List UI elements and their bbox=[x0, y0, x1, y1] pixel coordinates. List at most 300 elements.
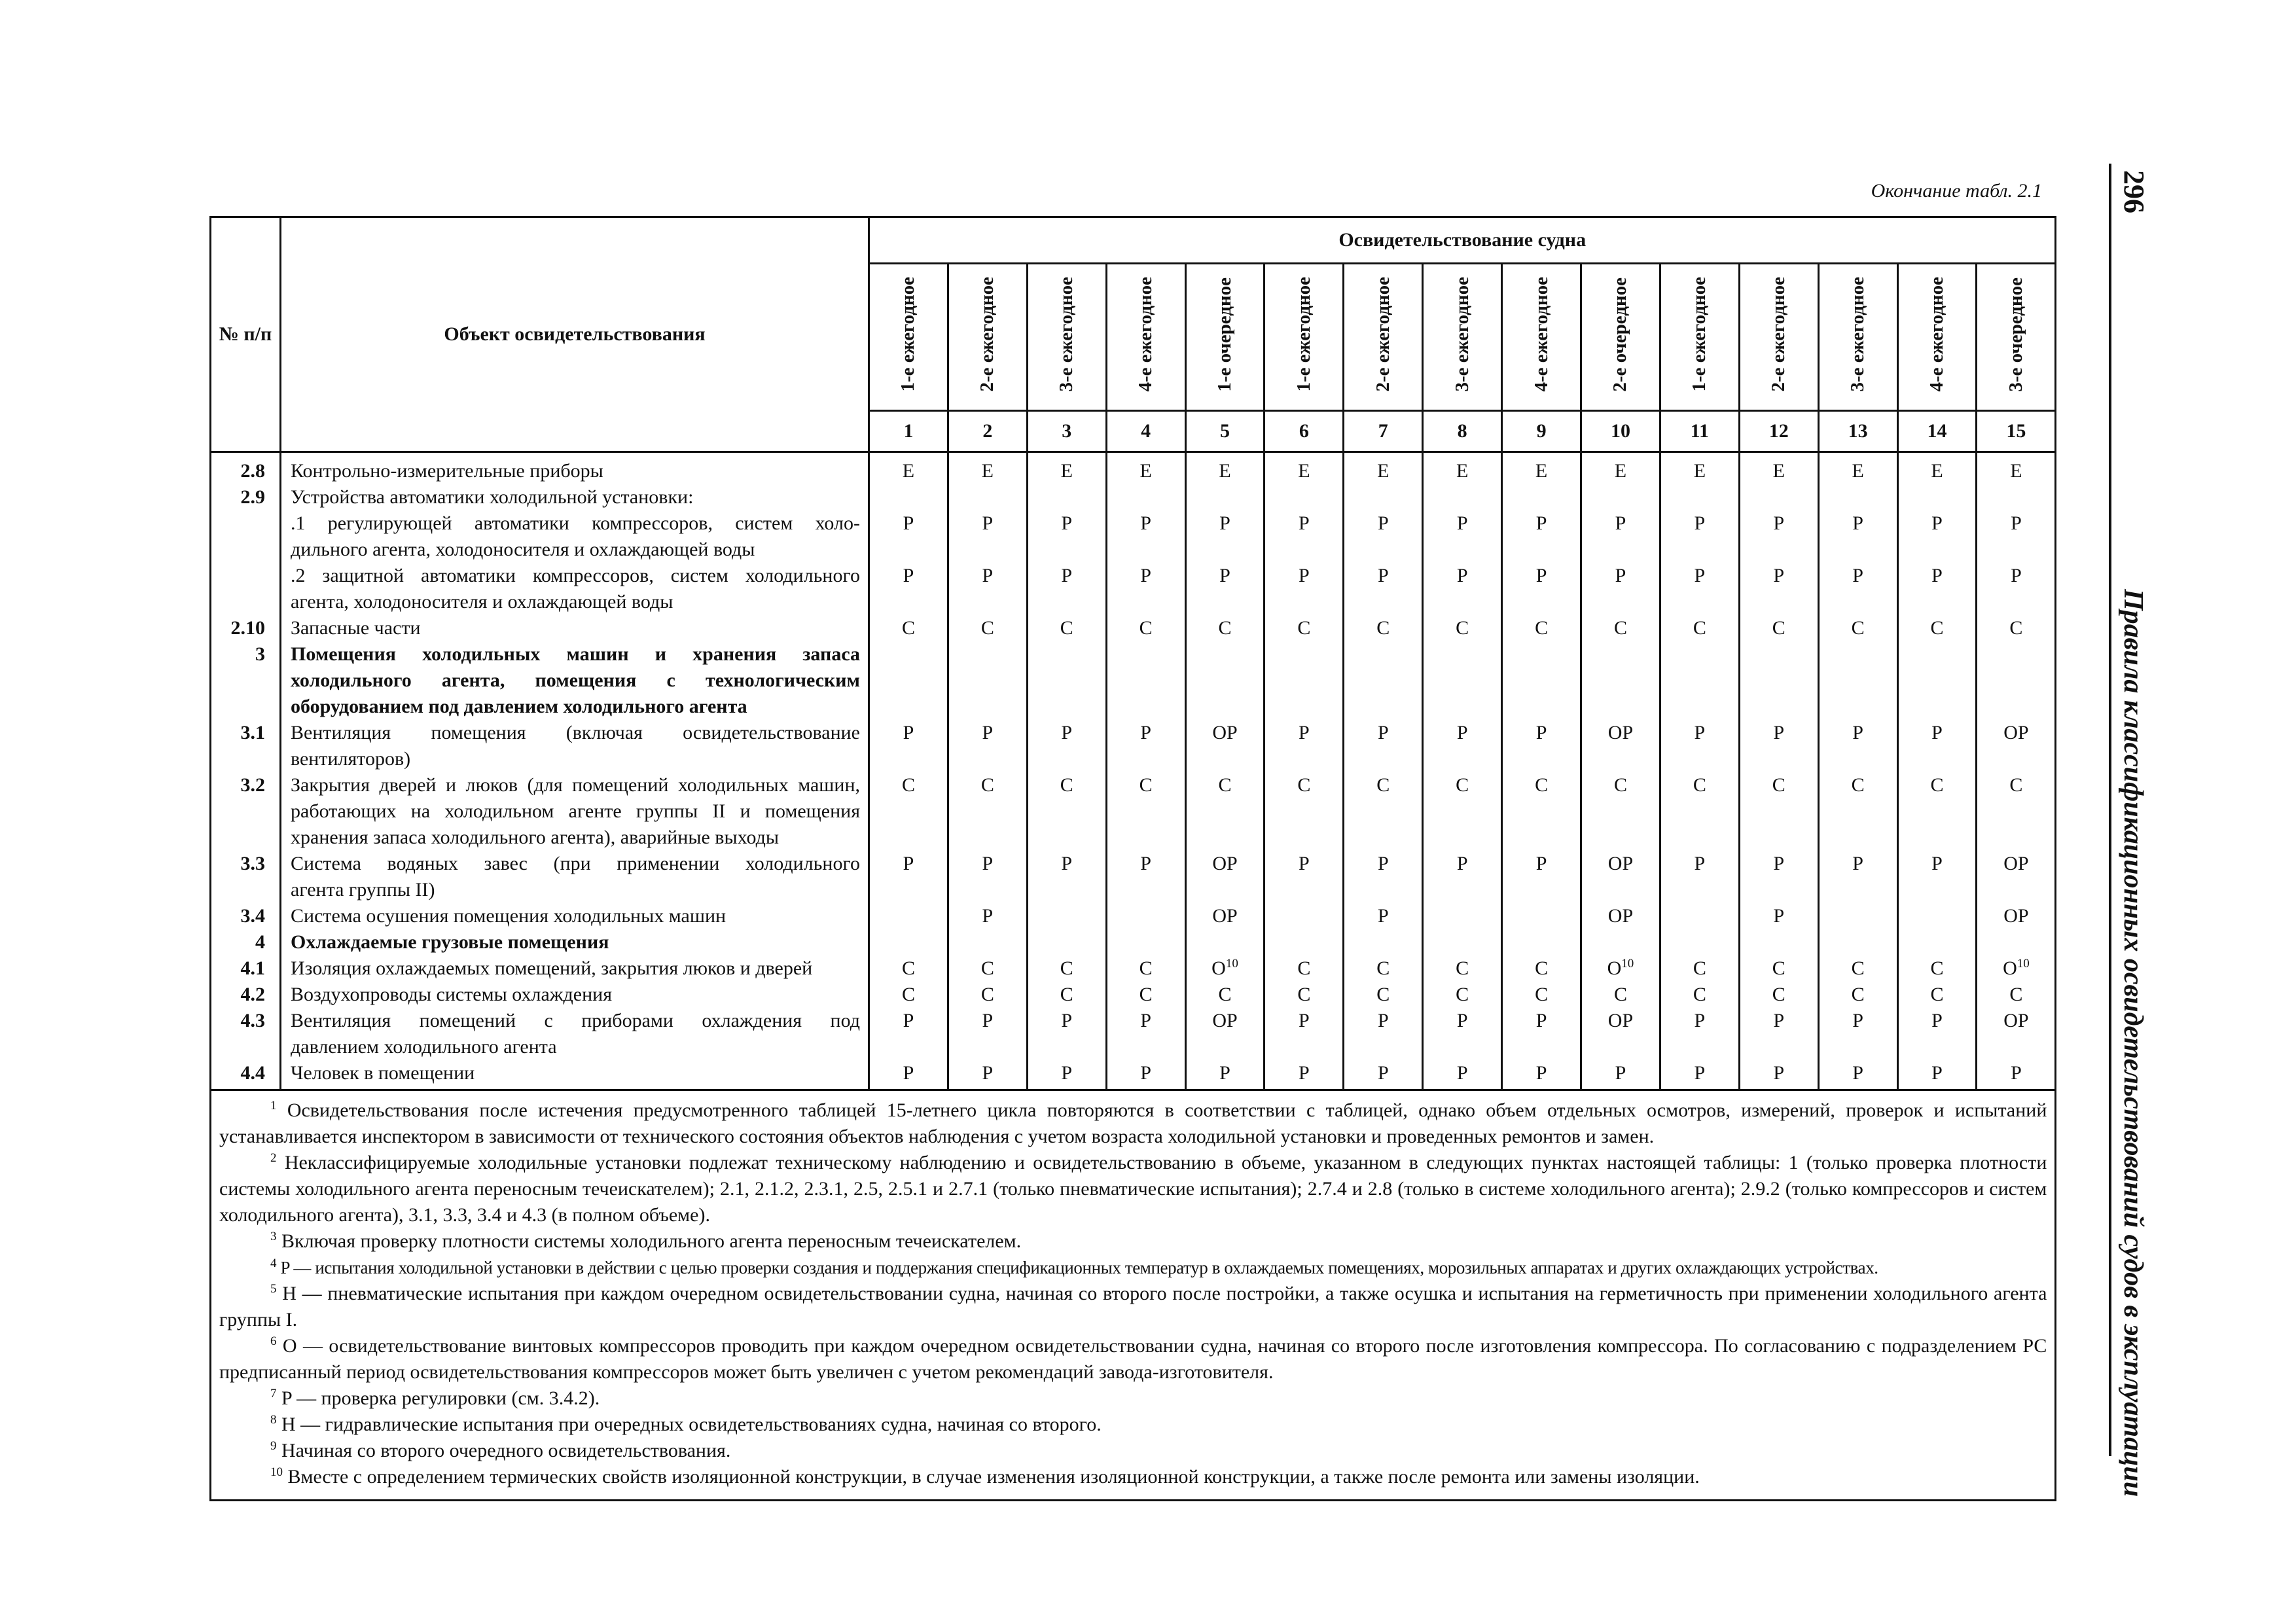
row-value: P bbox=[869, 510, 948, 563]
row-value: OP bbox=[1977, 1008, 2056, 1060]
row-value: C bbox=[1660, 982, 1739, 1008]
row-value: C bbox=[1977, 615, 2056, 641]
row-value: P bbox=[1106, 563, 1185, 615]
row-value: E bbox=[1265, 452, 1344, 485]
row-number: 4.4 bbox=[211, 1060, 281, 1090]
running-title: Правила классификационных освидетельствований судов в эксплуатации bbox=[2118, 589, 2148, 1497]
row-value: C bbox=[1344, 615, 1423, 641]
footnote bbox=[219, 1464, 2047, 1490]
row-value: OP bbox=[1185, 903, 1265, 929]
row-value: OP bbox=[1977, 851, 2056, 903]
survey-type-label: 2-е очередное bbox=[1609, 277, 1631, 392]
row-value: P bbox=[948, 1060, 1027, 1090]
header-survey-type bbox=[1660, 264, 1739, 411]
header-column-number: 13 bbox=[1818, 411, 1897, 452]
row-value: C bbox=[1423, 955, 1502, 982]
row-value: P bbox=[1660, 1008, 1739, 1060]
row-value bbox=[1660, 484, 1739, 510]
row-value bbox=[1897, 929, 1977, 955]
row-value: C bbox=[1185, 772, 1265, 851]
survey-type-label: 2-е ежегодное bbox=[1768, 277, 1789, 392]
row-value: E bbox=[1977, 452, 2056, 485]
row-value: P bbox=[1818, 510, 1897, 563]
row-value: C bbox=[1818, 982, 1897, 1008]
header-column-number: 2 bbox=[948, 411, 1027, 452]
row-value: C bbox=[1502, 615, 1581, 641]
row-value: P bbox=[1027, 1008, 1106, 1060]
row-object-line: Закрытия дверей и люков (для помещений холодильных машин, bbox=[291, 774, 860, 796]
row-value bbox=[1502, 903, 1581, 929]
row-value: P bbox=[1423, 1008, 1502, 1060]
row-number bbox=[211, 563, 281, 615]
row-number: 4.1 bbox=[211, 955, 281, 982]
row-value: P bbox=[1739, 851, 1818, 903]
row-value bbox=[1502, 929, 1581, 955]
row-value: C bbox=[1581, 615, 1660, 641]
row-value: P bbox=[1106, 1060, 1185, 1090]
row-value bbox=[869, 929, 948, 955]
row-value: P bbox=[1027, 563, 1106, 615]
row-value: P bbox=[1660, 563, 1739, 615]
row-value: P bbox=[1265, 510, 1344, 563]
row-value bbox=[1027, 641, 1106, 720]
footnote-text: H — пневматические испытания при каждом очередном освидетельствовании судна, начиная со второго после постройки, а также осушка и испытания на герметичность при применении холодильного агента группы I. bbox=[219, 1283, 2047, 1330]
row-value: P bbox=[1739, 1060, 1818, 1090]
row-object-line: работающих на холодильном агенте группы II и помещения bbox=[291, 800, 860, 822]
header-no: № п/п bbox=[211, 217, 281, 452]
header-survey-group: Освидетельствование судна bbox=[869, 217, 2056, 264]
row-value: C bbox=[1660, 955, 1739, 982]
row-value: E bbox=[1502, 452, 1581, 485]
row-value: P bbox=[1502, 510, 1581, 563]
row-value: P bbox=[1185, 1060, 1265, 1090]
row-number: 3 bbox=[211, 641, 281, 720]
row-value: P bbox=[1423, 510, 1502, 563]
row-value: P bbox=[1027, 1060, 1106, 1090]
row-value bbox=[869, 903, 948, 929]
row-value: OP bbox=[1185, 851, 1265, 903]
footnote-mark: 10 bbox=[270, 1465, 283, 1479]
row-value bbox=[1185, 484, 1265, 510]
row-value bbox=[1660, 641, 1739, 720]
row-value: P bbox=[1977, 510, 2056, 563]
row-object bbox=[281, 982, 869, 1008]
row-number: 4 bbox=[211, 929, 281, 955]
row-value: P bbox=[1344, 510, 1423, 563]
row-object bbox=[281, 772, 869, 851]
header-column-number: 4 bbox=[1106, 411, 1185, 452]
row-value bbox=[1027, 929, 1106, 955]
row-value: OP bbox=[1581, 903, 1660, 929]
row-value: C bbox=[869, 772, 948, 851]
row-value: C bbox=[1344, 982, 1423, 1008]
footnote bbox=[219, 1150, 2047, 1228]
row-value: P bbox=[1344, 563, 1423, 615]
row-value: C bbox=[1106, 982, 1185, 1008]
row-object-line: Запасные части bbox=[291, 617, 421, 639]
row-value: C bbox=[1897, 982, 1977, 1008]
survey-type-label: 3-е очередное bbox=[2005, 277, 2026, 392]
row-value: C bbox=[1502, 982, 1581, 1008]
row-number: 2.10 bbox=[211, 615, 281, 641]
row-value: C bbox=[1660, 772, 1739, 851]
row-value: P bbox=[1185, 510, 1265, 563]
row-value: C bbox=[948, 772, 1027, 851]
header-column-number: 9 bbox=[1502, 411, 1581, 452]
footnote bbox=[219, 1228, 2047, 1255]
row-number: 3.4 bbox=[211, 903, 281, 929]
row-value: P bbox=[1027, 720, 1106, 772]
row-object-line: Система осушения помещения холодильных машин bbox=[291, 905, 726, 927]
row-value: P bbox=[1344, 903, 1423, 929]
row-value: C bbox=[1265, 982, 1344, 1008]
table-row bbox=[211, 1008, 2056, 1060]
row-value: C bbox=[1265, 772, 1344, 851]
footnote-text: Неклассифицируемые холодильные установки подлежат техническому наблюдению и освидетельствованию в объеме, указанном в следующих пунктах настоящей таблицы: 1 (только проверка плотности системы холодильного агента переносным течеискателем); 2.1, 2.1.2, 2.3.1, 2.5, 2.5.1 и 2.7.1 (только пневматические испытания); 2.7.4 и 2.8 (только в системе холодильного агента); 2.9.2 (только компрессоров и систем холодильного агента), 3.1, 3.3, 3.4 и 4.3 (в полном объеме). bbox=[219, 1152, 2047, 1226]
row-value: P bbox=[869, 851, 948, 903]
header-object: Объект освидетельствования bbox=[281, 217, 869, 452]
row-value bbox=[1027, 484, 1106, 510]
footnote bbox=[219, 1412, 2047, 1438]
row-object bbox=[281, 641, 869, 720]
row-value bbox=[1185, 641, 1265, 720]
row-value: C bbox=[1423, 615, 1502, 641]
row-value: C bbox=[1106, 615, 1185, 641]
row-object bbox=[281, 720, 869, 772]
row-value: C bbox=[1502, 955, 1581, 982]
row-value: C bbox=[948, 955, 1027, 982]
header-column-number: 15 bbox=[1977, 411, 2056, 452]
row-object-line: .2 защитной автоматики компрессоров, систем холодильного bbox=[291, 565, 860, 586]
row-value bbox=[1581, 929, 1660, 955]
header-column-number: 7 bbox=[1344, 411, 1423, 452]
row-value: P bbox=[1265, 851, 1344, 903]
footnote-mark: 3 bbox=[270, 1230, 277, 1243]
row-value: C bbox=[1897, 955, 1977, 982]
row-value: E bbox=[1027, 452, 1106, 485]
footnote-mark: 7 bbox=[270, 1387, 277, 1400]
row-value: P bbox=[1344, 851, 1423, 903]
row-number: 4.2 bbox=[211, 982, 281, 1008]
header-column-number: 6 bbox=[1265, 411, 1344, 452]
row-value: P bbox=[1818, 720, 1897, 772]
row-object-line: давлением холодильного агента bbox=[291, 1036, 557, 1058]
row-object-line: холодильного агента, помещения с технологическим bbox=[291, 669, 860, 691]
row-value: E bbox=[1185, 452, 1265, 485]
row-value: P bbox=[1897, 720, 1977, 772]
row-object bbox=[281, 955, 869, 982]
row-object-line: Охлаждаемые грузовые помещения bbox=[291, 931, 609, 953]
row-value bbox=[869, 484, 948, 510]
row-value: C bbox=[1265, 615, 1344, 641]
header-survey-type bbox=[1502, 264, 1581, 411]
table-row bbox=[211, 772, 2056, 851]
row-value: C bbox=[1660, 615, 1739, 641]
row-object-line: Контрольно-измерительные приборы bbox=[291, 460, 603, 482]
survey-table bbox=[209, 216, 2056, 1501]
table-row bbox=[211, 510, 2056, 563]
row-value: E bbox=[1344, 452, 1423, 485]
table-body bbox=[211, 452, 2056, 1090]
row-value: P bbox=[1897, 510, 1977, 563]
table-row bbox=[211, 720, 2056, 772]
row-value: P bbox=[1818, 1060, 1897, 1090]
row-value: P bbox=[1344, 1008, 1423, 1060]
row-value bbox=[1344, 641, 1423, 720]
survey-type-label: 2-е ежегодное bbox=[977, 277, 998, 392]
row-object-line: хранения запаса холодильного агента), аварийные выходы bbox=[291, 827, 780, 848]
row-value bbox=[1818, 484, 1897, 510]
row-value: P bbox=[1265, 1060, 1344, 1090]
header-survey-type bbox=[1106, 264, 1185, 411]
row-value: C bbox=[1106, 955, 1185, 982]
row-value: E bbox=[1423, 452, 1502, 485]
row-value bbox=[1265, 484, 1344, 510]
row-value: E bbox=[1660, 452, 1739, 485]
header-survey-type bbox=[948, 264, 1027, 411]
footnote-mark: 8 bbox=[270, 1413, 277, 1427]
row-object-line: агента, холодоносителя и охлаждающей воды bbox=[291, 591, 673, 613]
row-value: C bbox=[869, 955, 948, 982]
row-value: C bbox=[1344, 955, 1423, 982]
row-value: P bbox=[1897, 563, 1977, 615]
row-value: P bbox=[1027, 510, 1106, 563]
footnote bbox=[219, 1281, 2047, 1333]
row-value: P bbox=[1660, 510, 1739, 563]
row-object-line: Вентиляция помещения (включая освидетельствование вентиляторов) bbox=[291, 722, 860, 770]
row-object-line: Помещения холодильных машин и хранения запаса bbox=[291, 643, 860, 665]
survey-type-label: 1-е ежегодное bbox=[1689, 277, 1710, 392]
row-value: C bbox=[1027, 615, 1106, 641]
row-value bbox=[1423, 929, 1502, 955]
row-object-line: Устройства автоматики холодильной установки: bbox=[291, 486, 694, 508]
row-object-line: Система водяных завес (при применении холодильного bbox=[291, 853, 860, 874]
row-value: C bbox=[1977, 982, 2056, 1008]
survey-type-label: 2-е ежегодное bbox=[1372, 277, 1393, 392]
row-value bbox=[1660, 903, 1739, 929]
row-value bbox=[1344, 929, 1423, 955]
row-value: P bbox=[1106, 720, 1185, 772]
survey-type-label: 1-е очередное bbox=[1214, 277, 1235, 392]
row-value: P bbox=[1106, 851, 1185, 903]
row-value: P bbox=[1581, 1060, 1660, 1090]
row-value: C bbox=[1423, 982, 1502, 1008]
header-column-number: 8 bbox=[1423, 411, 1502, 452]
row-value bbox=[1423, 641, 1502, 720]
row-value: P bbox=[1660, 851, 1739, 903]
row-number: 4.3 bbox=[211, 1008, 281, 1060]
row-value bbox=[1502, 641, 1581, 720]
row-object bbox=[281, 903, 869, 929]
row-value bbox=[1106, 903, 1185, 929]
row-value bbox=[1977, 641, 2056, 720]
row-value bbox=[1185, 929, 1265, 955]
row-value: P bbox=[948, 563, 1027, 615]
row-value: C bbox=[869, 615, 948, 641]
row-value: OP bbox=[1977, 903, 2056, 929]
row-value: C bbox=[1185, 982, 1265, 1008]
footnote-text: Вместе с определением термических свойств изоляционной конструкции, в случае изменения изоляционной конструкции, а также после ремонта или замены изоляции. bbox=[287, 1466, 1700, 1488]
row-value: C bbox=[1977, 772, 2056, 851]
row-value: P bbox=[1265, 1008, 1344, 1060]
row-object bbox=[281, 1008, 869, 1060]
header-column-number: 12 bbox=[1739, 411, 1818, 452]
row-value: P bbox=[1423, 563, 1502, 615]
row-value bbox=[1977, 929, 2056, 955]
row-value: C bbox=[1027, 982, 1106, 1008]
row-value: P bbox=[948, 903, 1027, 929]
row-number: 3.1 bbox=[211, 720, 281, 772]
survey-type-label: 4-е ежегодное bbox=[1926, 277, 1948, 392]
header-column-number: 11 bbox=[1660, 411, 1739, 452]
row-value bbox=[1897, 484, 1977, 510]
row-value bbox=[1344, 484, 1423, 510]
row-value bbox=[1581, 641, 1660, 720]
row-value: P bbox=[1502, 563, 1581, 615]
row-value: P bbox=[1581, 510, 1660, 563]
row-value: C bbox=[1739, 955, 1818, 982]
row-value: C bbox=[1818, 772, 1897, 851]
row-number: 2.8 bbox=[211, 452, 281, 485]
row-value: P bbox=[1502, 1060, 1581, 1090]
row-value: C bbox=[1423, 772, 1502, 851]
header-column-number: 3 bbox=[1027, 411, 1106, 452]
header-survey-type bbox=[1027, 264, 1106, 411]
footnote-text: Освидетельствования после истечения предусмотренного таблицей 15-летнего цикла повторяются в соответствии с таблицей, однако объем отдельных осмотров, измерений, проверок и испытаний устанавливается инспектором в зависимости от технического состояния объектов наблюдения с учетом возраста холодильной установки и проведенных ремонтов и замен. bbox=[219, 1099, 2047, 1147]
header-survey-type bbox=[1423, 264, 1502, 411]
footnote-mark: 4 bbox=[270, 1257, 277, 1270]
footnote-text: O — освидетельствование винтовых компрессоров проводить при каждом очередном освидетельствовании судна, начиная со второго после изготовления компрессора. По согласованию с подразделением РС предписанный период освидетельствования компрессоров может быть увеличен с учетом рекомендаций завода-изготовителя. bbox=[219, 1335, 2047, 1383]
footnote bbox=[219, 1097, 2047, 1150]
row-value: E bbox=[1818, 452, 1897, 485]
row-value: P bbox=[948, 720, 1027, 772]
footnote-text: P — испытания холодильной установки в действии с целью проверки создания и поддержания спецификационных температур в охлаждаемых помещениях, морозильных аппаратах и других охлаждающих устройствах. bbox=[280, 1258, 1878, 1277]
row-value: P bbox=[1344, 1060, 1423, 1090]
row-value bbox=[1739, 929, 1818, 955]
row-value: P bbox=[1502, 1008, 1581, 1060]
row-value bbox=[1265, 641, 1344, 720]
row-value: P bbox=[948, 851, 1027, 903]
row-value bbox=[1739, 641, 1818, 720]
header-survey-type bbox=[1265, 264, 1344, 411]
survey-type-label: 3-е ежегодное bbox=[1056, 277, 1077, 392]
row-value: P bbox=[1502, 720, 1581, 772]
row-object-line: Человек в помещении bbox=[291, 1062, 475, 1084]
row-value: C bbox=[1106, 772, 1185, 851]
table-row bbox=[211, 452, 2056, 485]
row-value: C bbox=[1027, 772, 1106, 851]
row-value: E bbox=[869, 452, 948, 485]
row-value: C bbox=[1581, 982, 1660, 1008]
row-number: 2.9 bbox=[211, 484, 281, 510]
header-survey-type bbox=[869, 264, 948, 411]
row-value: C bbox=[1344, 772, 1423, 851]
row-value: C bbox=[1897, 615, 1977, 641]
row-value: $O^{10}$ bbox=[1977, 955, 2056, 982]
row-value: P bbox=[948, 1008, 1027, 1060]
row-value bbox=[1423, 484, 1502, 510]
row-number: 3.2 bbox=[211, 772, 281, 851]
row-value: C bbox=[948, 982, 1027, 1008]
row-value bbox=[1265, 903, 1344, 929]
row-value bbox=[1502, 484, 1581, 510]
footnote-mark: 9 bbox=[270, 1439, 277, 1453]
row-object bbox=[281, 484, 869, 510]
row-value bbox=[948, 929, 1027, 955]
row-value: P bbox=[1977, 1060, 2056, 1090]
row-value bbox=[1818, 903, 1897, 929]
table-row bbox=[211, 484, 2056, 510]
row-value: P bbox=[1106, 510, 1185, 563]
table-continuation-caption: Окончание табл. 2.1 bbox=[1871, 180, 2042, 202]
footnote bbox=[219, 1333, 2047, 1385]
row-value: C bbox=[1027, 955, 1106, 982]
row-value: E bbox=[1106, 452, 1185, 485]
row-value: P bbox=[1897, 851, 1977, 903]
row-value: $O^{10}$ bbox=[1185, 955, 1265, 982]
row-value: OP bbox=[1581, 720, 1660, 772]
row-value: E bbox=[1581, 452, 1660, 485]
header-survey-type bbox=[1739, 264, 1818, 411]
row-value: P bbox=[1818, 1008, 1897, 1060]
row-value: P bbox=[1502, 851, 1581, 903]
row-value bbox=[1818, 641, 1897, 720]
row-value: OP bbox=[1581, 1008, 1660, 1060]
table-row bbox=[211, 955, 2056, 982]
header-column-number: 10 bbox=[1581, 411, 1660, 452]
row-value: OP bbox=[1185, 720, 1265, 772]
footnote-mark: 2 bbox=[270, 1151, 277, 1165]
row-object bbox=[281, 563, 869, 615]
row-object-line: Изоляция охлаждаемых помещений, закрытия люков и дверей bbox=[291, 957, 813, 979]
row-value: E bbox=[948, 452, 1027, 485]
row-value: P bbox=[1897, 1060, 1977, 1090]
row-object-line: Воздухопроводы системы охлаждения bbox=[291, 984, 613, 1005]
row-value bbox=[948, 641, 1027, 720]
table-row bbox=[211, 982, 2056, 1008]
row-value: C bbox=[1739, 772, 1818, 851]
footnote bbox=[219, 1438, 2047, 1464]
row-value: P bbox=[1344, 720, 1423, 772]
row-object bbox=[281, 452, 869, 485]
row-value: P bbox=[1739, 903, 1818, 929]
row-value: C bbox=[869, 982, 948, 1008]
row-value: P bbox=[1739, 1008, 1818, 1060]
row-object bbox=[281, 615, 869, 641]
row-value: P bbox=[1977, 563, 2056, 615]
row-value: OP bbox=[1977, 720, 2056, 772]
row-value: C bbox=[1739, 615, 1818, 641]
survey-type-label: 3-е ежегодное bbox=[1451, 277, 1473, 392]
header-column-number: 14 bbox=[1897, 411, 1977, 452]
row-value: P bbox=[1660, 1060, 1739, 1090]
row-value: P bbox=[1027, 851, 1106, 903]
running-header-rule bbox=[2109, 164, 2111, 1456]
header-survey-type bbox=[1818, 264, 1897, 411]
header-survey-type bbox=[1581, 264, 1660, 411]
footnote bbox=[219, 1255, 2047, 1281]
row-object bbox=[281, 929, 869, 955]
row-value: OP bbox=[1185, 1008, 1265, 1060]
row-value bbox=[1027, 903, 1106, 929]
row-value: C bbox=[1265, 955, 1344, 982]
survey-type-label: 4-е ежегодное bbox=[1135, 277, 1157, 392]
row-value bbox=[1977, 484, 2056, 510]
row-object-line: .1 регулирующей автоматики компрессоров, систем холо- bbox=[291, 512, 860, 534]
row-value bbox=[948, 484, 1027, 510]
row-value bbox=[1106, 641, 1185, 720]
row-value bbox=[1423, 903, 1502, 929]
